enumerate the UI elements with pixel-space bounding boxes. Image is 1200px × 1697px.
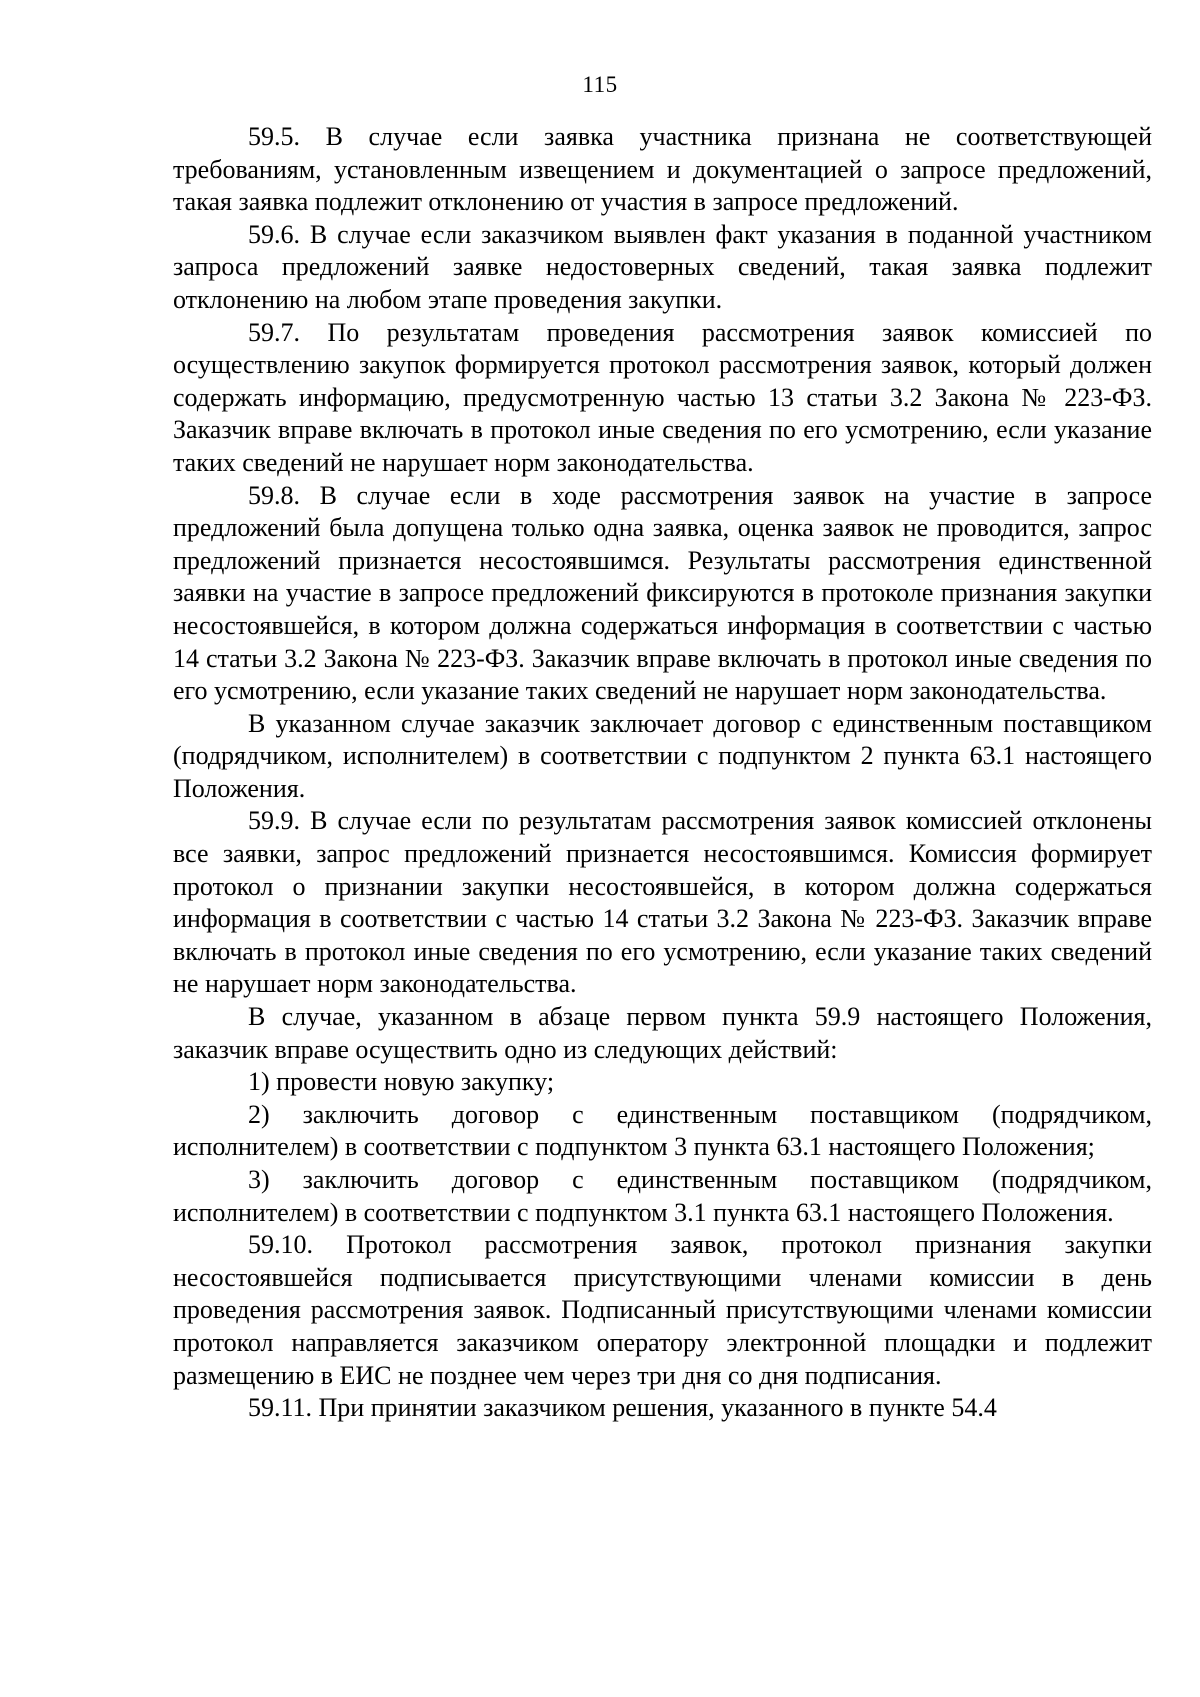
list-item-option-2: 2) заключить договор с единственным поставщиком (подрядчиком, исполнителем) в соответствии с подпунктом 3 пункта 63.1 настоящего Положения;: [173, 1099, 1152, 1162]
paragraph-59-5: 59.5. В случае если заявка участника признана не соответствующей требованиям, установленным извещением и документацией о запросе предложений, такая заявка подлежит отклонению от участия в запросе предложений.: [173, 122, 1152, 217]
paragraph-59-8-continued: В указанном случае заказчик заключает договор с единственным поставщиком (подрядчиком, исполнителем) в соответствии с подпунктом 2 пункта 63.1 настоящего Положения.: [173, 708, 1152, 803]
paragraph-59-6: 59.6. В случае если заказчиком выявлен факт указания в поданной участником запроса предложений заявке недостоверных сведений, такая заявка подлежит отклонению на любом этапе проведения закупки.: [173, 219, 1152, 314]
paragraph-59-11: 59.11. При принятии заказчиком решения, указанного в пункте 54.4: [248, 1393, 997, 1423]
list-item-option-3: 3) заключить договор с единственным поставщиком (подрядчиком, исполнителем) в соответствии с подпунктом 3.1 пункта 63.1 настоящего Положения.: [173, 1165, 1152, 1227]
document-body: [173, 121, 1152, 1425]
paragraph-59-8: 59.8. В случае если в ходе рассмотрения заявок на участие в запросе предложений была допущена только одна заявка, оценка заявок не проводится, запрос предложений признается несостоявшимся. Результаты рассмотрения единственной заявки на участие в запросе предложений фиксируются в протоколе признания закупки несостоявшейся, в котором должна содержаться информация в соответствии с частью 14 статьи 3.2 Закона № 223-ФЗ. Заказчик вправе включать в протокол иные сведения по его усмотрению, если указание таких сведений не нарушает норм законодательства.: [173, 480, 1152, 706]
paragraph-59-9-options-intro: В случае, указанном в абзаце первом пункта 59.9 настоящего Положения, заказчик вправе осуществить одно из следующих действий:: [173, 1002, 1152, 1064]
page-number: 115: [582, 72, 618, 97]
paragraph-59-10: 59.10. Протокол рассмотрения заявок, протокол признания закупки несостоявшейся подписывается присутствующими членами комиссии в день проведения рассмотрения заявок. Подписанный присутствующими членами комиссии протокол направляется заказчиком оператору электронной площадки и подлежит размещению в ЕИС не позднее чем через три дня со дня подписания.: [173, 1230, 1152, 1390]
list-item-option-1: 1) провести новую закупку;: [248, 1067, 555, 1097]
paragraph-59-9: 59.9. В случае если по результатам рассмотрения заявок комиссией отклонены все заявки, запрос предложений признается несостоявшимся. Комиссия формирует протокол о признании закупки несостоявшейся, в котором должна содержаться информация в соответствии с частью 14 статьи 3.2 Закона № 223-ФЗ. Заказчик вправе включать в протокол иные сведения по его усмотрению, если указание таких сведений не нарушает норм законодательства.: [173, 806, 1152, 999]
paragraph-59-7: 59.7. По результатам проведения рассмотрения заявок комиссией по осуществлению закупок формируется протокол рассмотрения заявок, который должен содержать информацию, предусмотренную частью 13 статьи 3.2 Закона № 223-ФЗ. Заказчик вправе включать в протокол иные сведения по его усмотрению, если указание таких сведений не нарушает норм законодательства.: [173, 317, 1152, 477]
